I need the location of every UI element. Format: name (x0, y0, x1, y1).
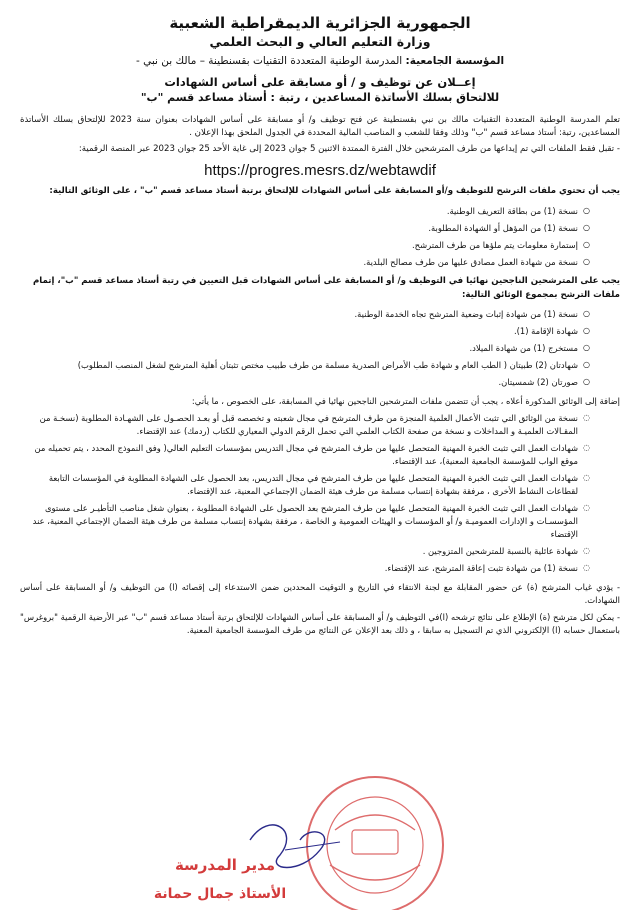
docs-intro: يجب أن تحتوي ملفات الترشح للتوظيف و/أو المسابقة على أساس الشهادات للإلتحاق برتبة أستاذ مساعد قسم "ب" ، على الوثائق التالية: (49, 185, 620, 196)
list-item: ○ نسخة (1) من المؤهل أو الشهادة المطلوبة. (20, 222, 590, 235)
extra-docs-list (20, 412, 620, 575)
platform-url[interactable]: https://progres.mesrs.dz/webtawdif (204, 161, 436, 179)
list-item: ○ نسخة (1) من بطاقة التعريف الوطنية. (20, 205, 590, 218)
list-item: ○ نسخة (1) من شهادة إثبات وضعية المترشح تجاه الخدمة الوطنية. (20, 308, 590, 321)
list-item: ◌ شهادات العمل التي تثبت الخبرة المهنية المتحصل عليها من طرف المترشح في مجال التدريس، بعد الحصول على الشهادة المطلوبة في المؤسسات التابعة لقطاعات النشاط الأخرى ، مرفقة بشهادة إنتساب مسلمة من طرف هيئة الضمان الإجتماعي المعنية، عند الإقتضاء. (20, 472, 590, 498)
stamp-signature-area (0, 770, 640, 910)
announcement-subtitle: للالتحاق بسلك الأساتذة المساعدين ، رتبة : أستاذ مساعد قسم "ب" (140, 91, 500, 104)
stamp-line-1: مدير المدرسة (174, 856, 276, 874)
list-item: ○ إستمارة معلومات يتم ملؤها من طرف المترشح. (20, 239, 590, 252)
list-item: ○ مستخرج (1) من شهادة الميلاد. (20, 342, 590, 355)
intro-paragraph: تعلم المدرسة الوطنية المتعددة التقنيات مالك بن نبي بقسنطينة عن فتح توظيف و/ أو مسابقة على أساس الشهادات بعنوان سنة 2023 للإلتحاق بسلك الأساتذة المساعدين، رتبة: أستاذ مساعد قسم "ب" وذلك وفقا للشعب و المناصب المالية المحددة في الجدول الملحق بهذا الإعلان . (20, 115, 620, 139)
list-item: ◌ شهادات العمل التي تثبت الخبرة المهنية المتحصل عليها من طرف المترشح بعد الحصول على الشهادة المطلوبة ، بعنوان شغل مناصب التأطيـر على مستوى المؤسسـات و الإدارات العموميـة و/ أو المؤسسات و الهيئات العمومية و الخاصة ، مرفقة بشهادة إنتساب مسلمة من طرف هيئة الضمان الإجتماعي المعنية، عند الإقتضاء (20, 502, 590, 541)
docs-list (20, 205, 620, 269)
extra-docs-intro: إضافة إلى الوثائق المذكورة أعلاه ، يجب أن تتضمن ملفات المترشحين الناجحين نهائيا في المسابقة، على الخصوص ، ما يأتي: (191, 396, 620, 407)
institution-label: المؤسسة الجامعية: (405, 55, 505, 67)
list-item: ○ شهادتان (2) طبيتان ( الطب العام و شهادة طب الأمراض الصدرية مسلمة من طرف طبيب مختص تثبتان أهلية المترشح لشغل المنصب المطلوب) (20, 359, 590, 372)
list-item: ◌ نسخة من الوثائق التي تثبت الأعمال العلمية المنجزة من طرف المترشح في مجال شعبته و تخصصه قبل أو بعـد الحصـول على الشهـادة المطلوبة (نسخـة من المقـالات العلميـة و المداخلات و نسخة من صفحة الكتاب العلمي التي تحمل الرقم الدولي المعياري للكتاب (ردمك) عند الإقتضاء. (20, 412, 590, 438)
stamp-line-2: الأستاذ جمال حمانة (153, 886, 287, 902)
deadline-paragraph: - تقبل فقط الملفات التي تم إيداعها من طرف المترشحين خلال الفترة الممتدة الاثنين 5 جوان 2023 إلى غاية الأحد 25 جوان 2023 عبر المنصة الرقمية: (78, 143, 620, 154)
results-note: - يمكن لكل مترشح (ة) الإطلاع على نتائج ترشحه (ا)في التوظيف و/ أو المسابقة على أساس الشهادات للإلتحاق برتبة أستاذ مساعد قسم "ب" عبر الأرضية الرقمية "بروغرس" باستعمال حسابه (ا) الإلكتروني الذي تم التسجيل به سابقا ، و ذلك بعد الإعلان عن النتائج من طرف المؤسسة الجامعية المعنية. (20, 611, 620, 636)
republic-title: الجمهورية الجزائرية الديمقراطية الشعبية (169, 14, 471, 32)
list-item: ◌ نسخة (1) من شهادة تثبت إعاقة المترشح، عند الإقتضاء. (20, 562, 590, 575)
director-stamp (154, 856, 286, 902)
absence-note: - يؤدي غياب المترشح (ة) عن حضور المقابلة مع لجنة الانتقاء في التاريخ و التوقيت المحددين ضمن الاستدعاء إلى إقصائه (ا) من التوظيف و/ أو المسابقة على أساس الشهادات. (20, 581, 620, 606)
list-item: ○ شهادة الإقامة (1). (20, 325, 590, 338)
list-item: ◌ شهادة عائلية بالنسبة للمترشحين المتزوجين . (20, 545, 590, 558)
list-item: ○ نسخة من شهادة العمل مصادق عليها من طرف مصالح البلدية. (20, 256, 590, 269)
final-docs-intro: يجب على المترشحين الناجحين نهائيا في التوظيف و/ أو المسابقة على أساس الشهادات قبل التعيين في رتبة أستاذ مساعد قسم "ب"، إتمام ملفات الترشح بمجموع الوثائق التالية: (32, 275, 620, 300)
final-docs-list (20, 308, 620, 389)
announcement-title: إعــلان عن توظيف و / أو مسابقة على أساس الشهادات (164, 75, 476, 89)
institution-line (20, 55, 620, 67)
ministry-title: وزارة التعليم العالي و البحث العلمي (209, 34, 431, 49)
list-item: ◌ شهادات العمل التي تثبت الخبرة المهنية المتحصل عليها من طرف المترشح في مجال التدريس بمؤسسات التعليم العالي( وفق النموذج المحدد ، يتم تحميله من موقع الواب للمؤسسة الجامعية المعنية)، عند الإقتضاء. (20, 442, 590, 468)
list-item: ○ صورتان (2) شمسيتان. (20, 376, 590, 389)
institution-name: المدرسة الوطنية المتعددة التقنيات بقسنطينة – مالك بن نبي - (135, 55, 403, 67)
